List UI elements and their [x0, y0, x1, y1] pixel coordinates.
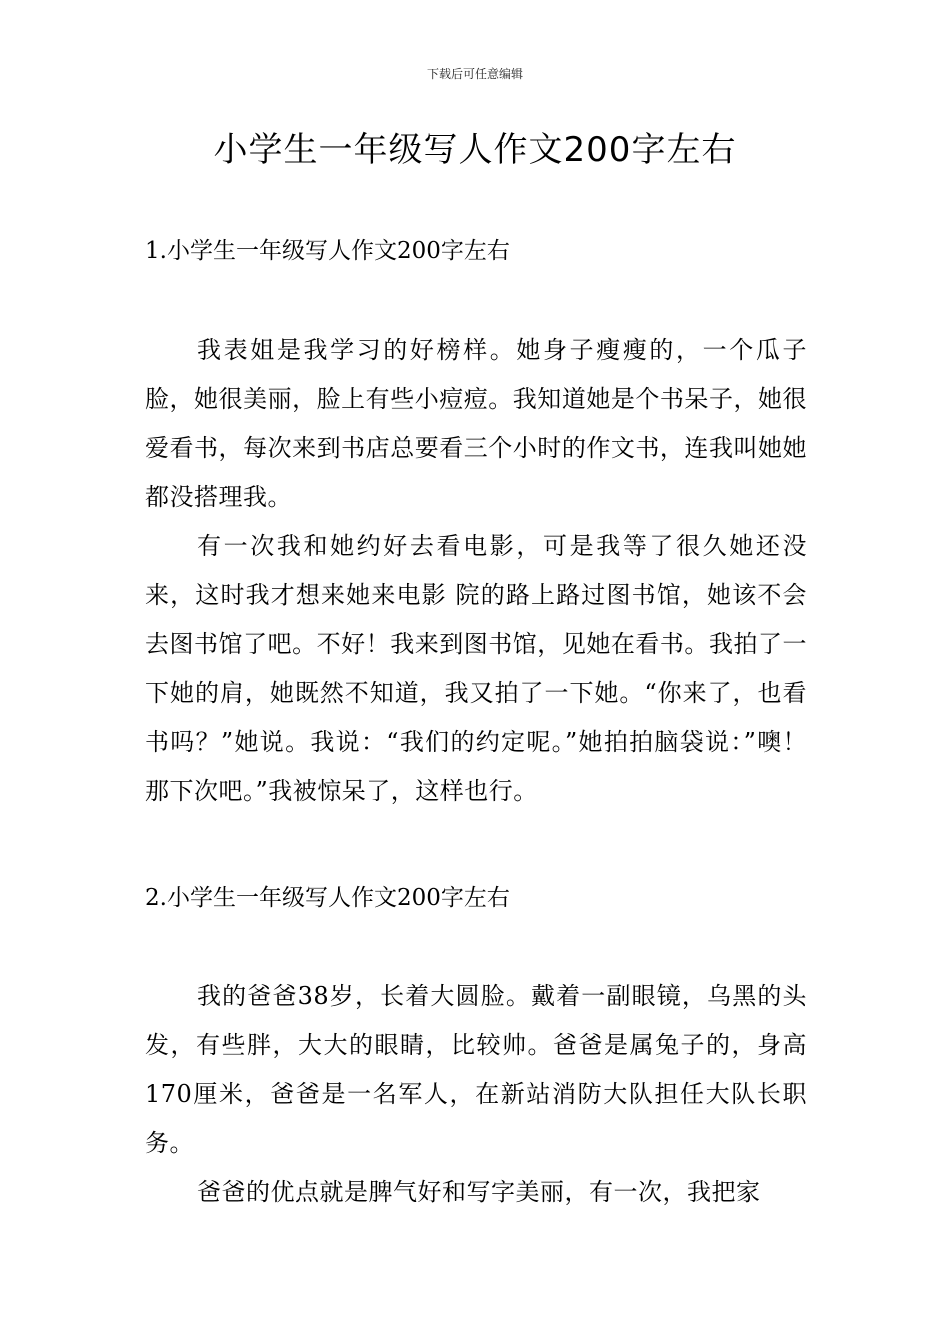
section-heading-1: 1.小学生一年级写人作文200字左右 — [145, 238, 510, 264]
document-title: 小学生一年级写人作文200字左右 — [213, 130, 737, 170]
paragraph: 爸爸的优点就是脾气好和写字美丽，有一次，我把家 — [197, 1178, 761, 1206]
section-body-1 — [145, 326, 807, 816]
paragraph: 我的爸爸38岁，长着大圆脸。戴着一副眼镜，乌黑的头发，有些胖，大大的眼睛，比较帅。爸爸是属兔子的，身高170厘米，爸爸是一名军人，在新站消防大队担任大队长职务。 — [145, 982, 807, 1157]
paragraph: 有一次我和她约好去看电影，可是我等了很久她还没来，这时我才想来她来电影 院的路上路过图书馆，她该不会去图书馆了吧。不好！我来到图书馆，见她在看书。我拍了一下她的肩，她既然不知道，我又拍了一下她。“你来了，也看书吗？”她说。我说：“我们的约定呢。”她拍拍脑袋说：”噢！那下次吧。”我被惊呆了，这样也行。 — [145, 532, 807, 805]
paragraph: 我表姐是我学习的好榜样。她身子瘦瘦的，一个瓜子脸，她很美丽，脸上有些小痘痘。我知道她是个书呆子，她很爱看书，每次来到书店总要看三个小时的作文书，连我叫她她都没搭理我。 — [145, 336, 807, 511]
page-header: 下载后可任意编辑 — [426, 67, 523, 81]
section-heading-2: 2.小学生一年级写人作文200字左右 — [145, 885, 510, 911]
section-body-2 — [145, 972, 807, 1217]
